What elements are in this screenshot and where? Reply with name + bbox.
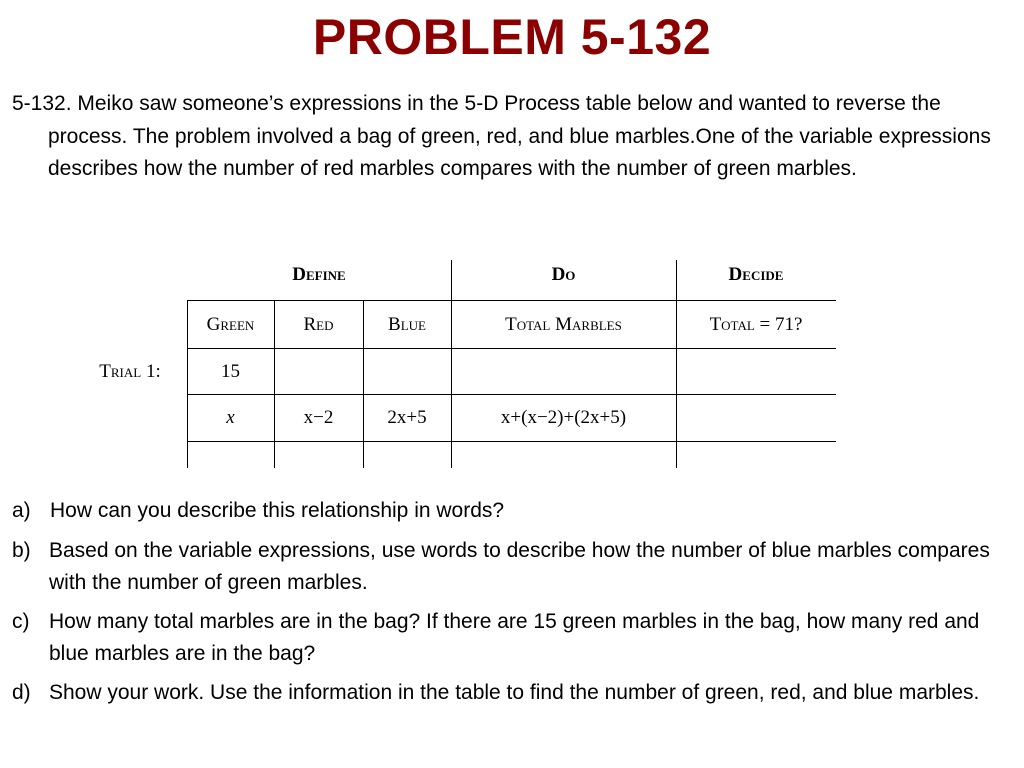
question-c (12, 606, 1007, 670)
col-total-check: Total = 71? (709, 314, 803, 335)
question-text: Based on the variable expressions, use words to describe how the number of blue marbles compares with the number of green marbles. (49, 539, 990, 594)
question-a (12, 495, 1007, 527)
question-text: Show your work. Use the information in the table to find the number of green, red, and blue marbles. (49, 681, 980, 704)
cell-red-expr: x−2 (303, 407, 334, 428)
cell-green-expr: x (226, 407, 235, 428)
header-define: Define (292, 264, 346, 285)
table-line (187, 394, 836, 395)
col-red: Red (303, 314, 334, 335)
table-line (187, 441, 836, 442)
table-line (187, 300, 836, 301)
question-b (12, 535, 1007, 599)
question-text: How many total marbles are in the bag? If there are 15 green marbles in the bag, how many red and blue marbles are in the bag? (49, 610, 980, 665)
col-blue: Blue (388, 314, 426, 335)
col-green: Green (206, 314, 255, 335)
page-title: PROBLEM 5-132 (312, 9, 712, 65)
header-do: Do (551, 264, 576, 285)
col-total-marbles: Total Marbles (505, 314, 622, 335)
cell-green-trial1: 15 (221, 361, 240, 382)
trial-label: Trial 1: (99, 361, 161, 382)
problem-intro: 5-132. Meiko saw someone’s expressions in the 5-D Process table below and wanted to reverse the process. The problem involved a bag of green, red, and blue marbles.One of the variable expressions describes how the number of red marbles compares with the number of green marbles. (12, 92, 991, 180)
question-label: b) (12, 539, 31, 562)
question-label: d) (12, 681, 31, 704)
cell-total-expr: x+(x−2)+(2x+5) (500, 407, 627, 428)
table-line (187, 348, 836, 349)
question-label: c) (12, 610, 30, 633)
table-line (451, 260, 452, 468)
header-decide: Decide (728, 264, 784, 285)
question-d (12, 677, 1007, 709)
table-line (676, 260, 677, 468)
question-text: How can you describe this relationship in words? (50, 499, 505, 522)
cell-blue-expr: 2x+5 (387, 407, 427, 428)
question-label: a) (12, 499, 31, 522)
